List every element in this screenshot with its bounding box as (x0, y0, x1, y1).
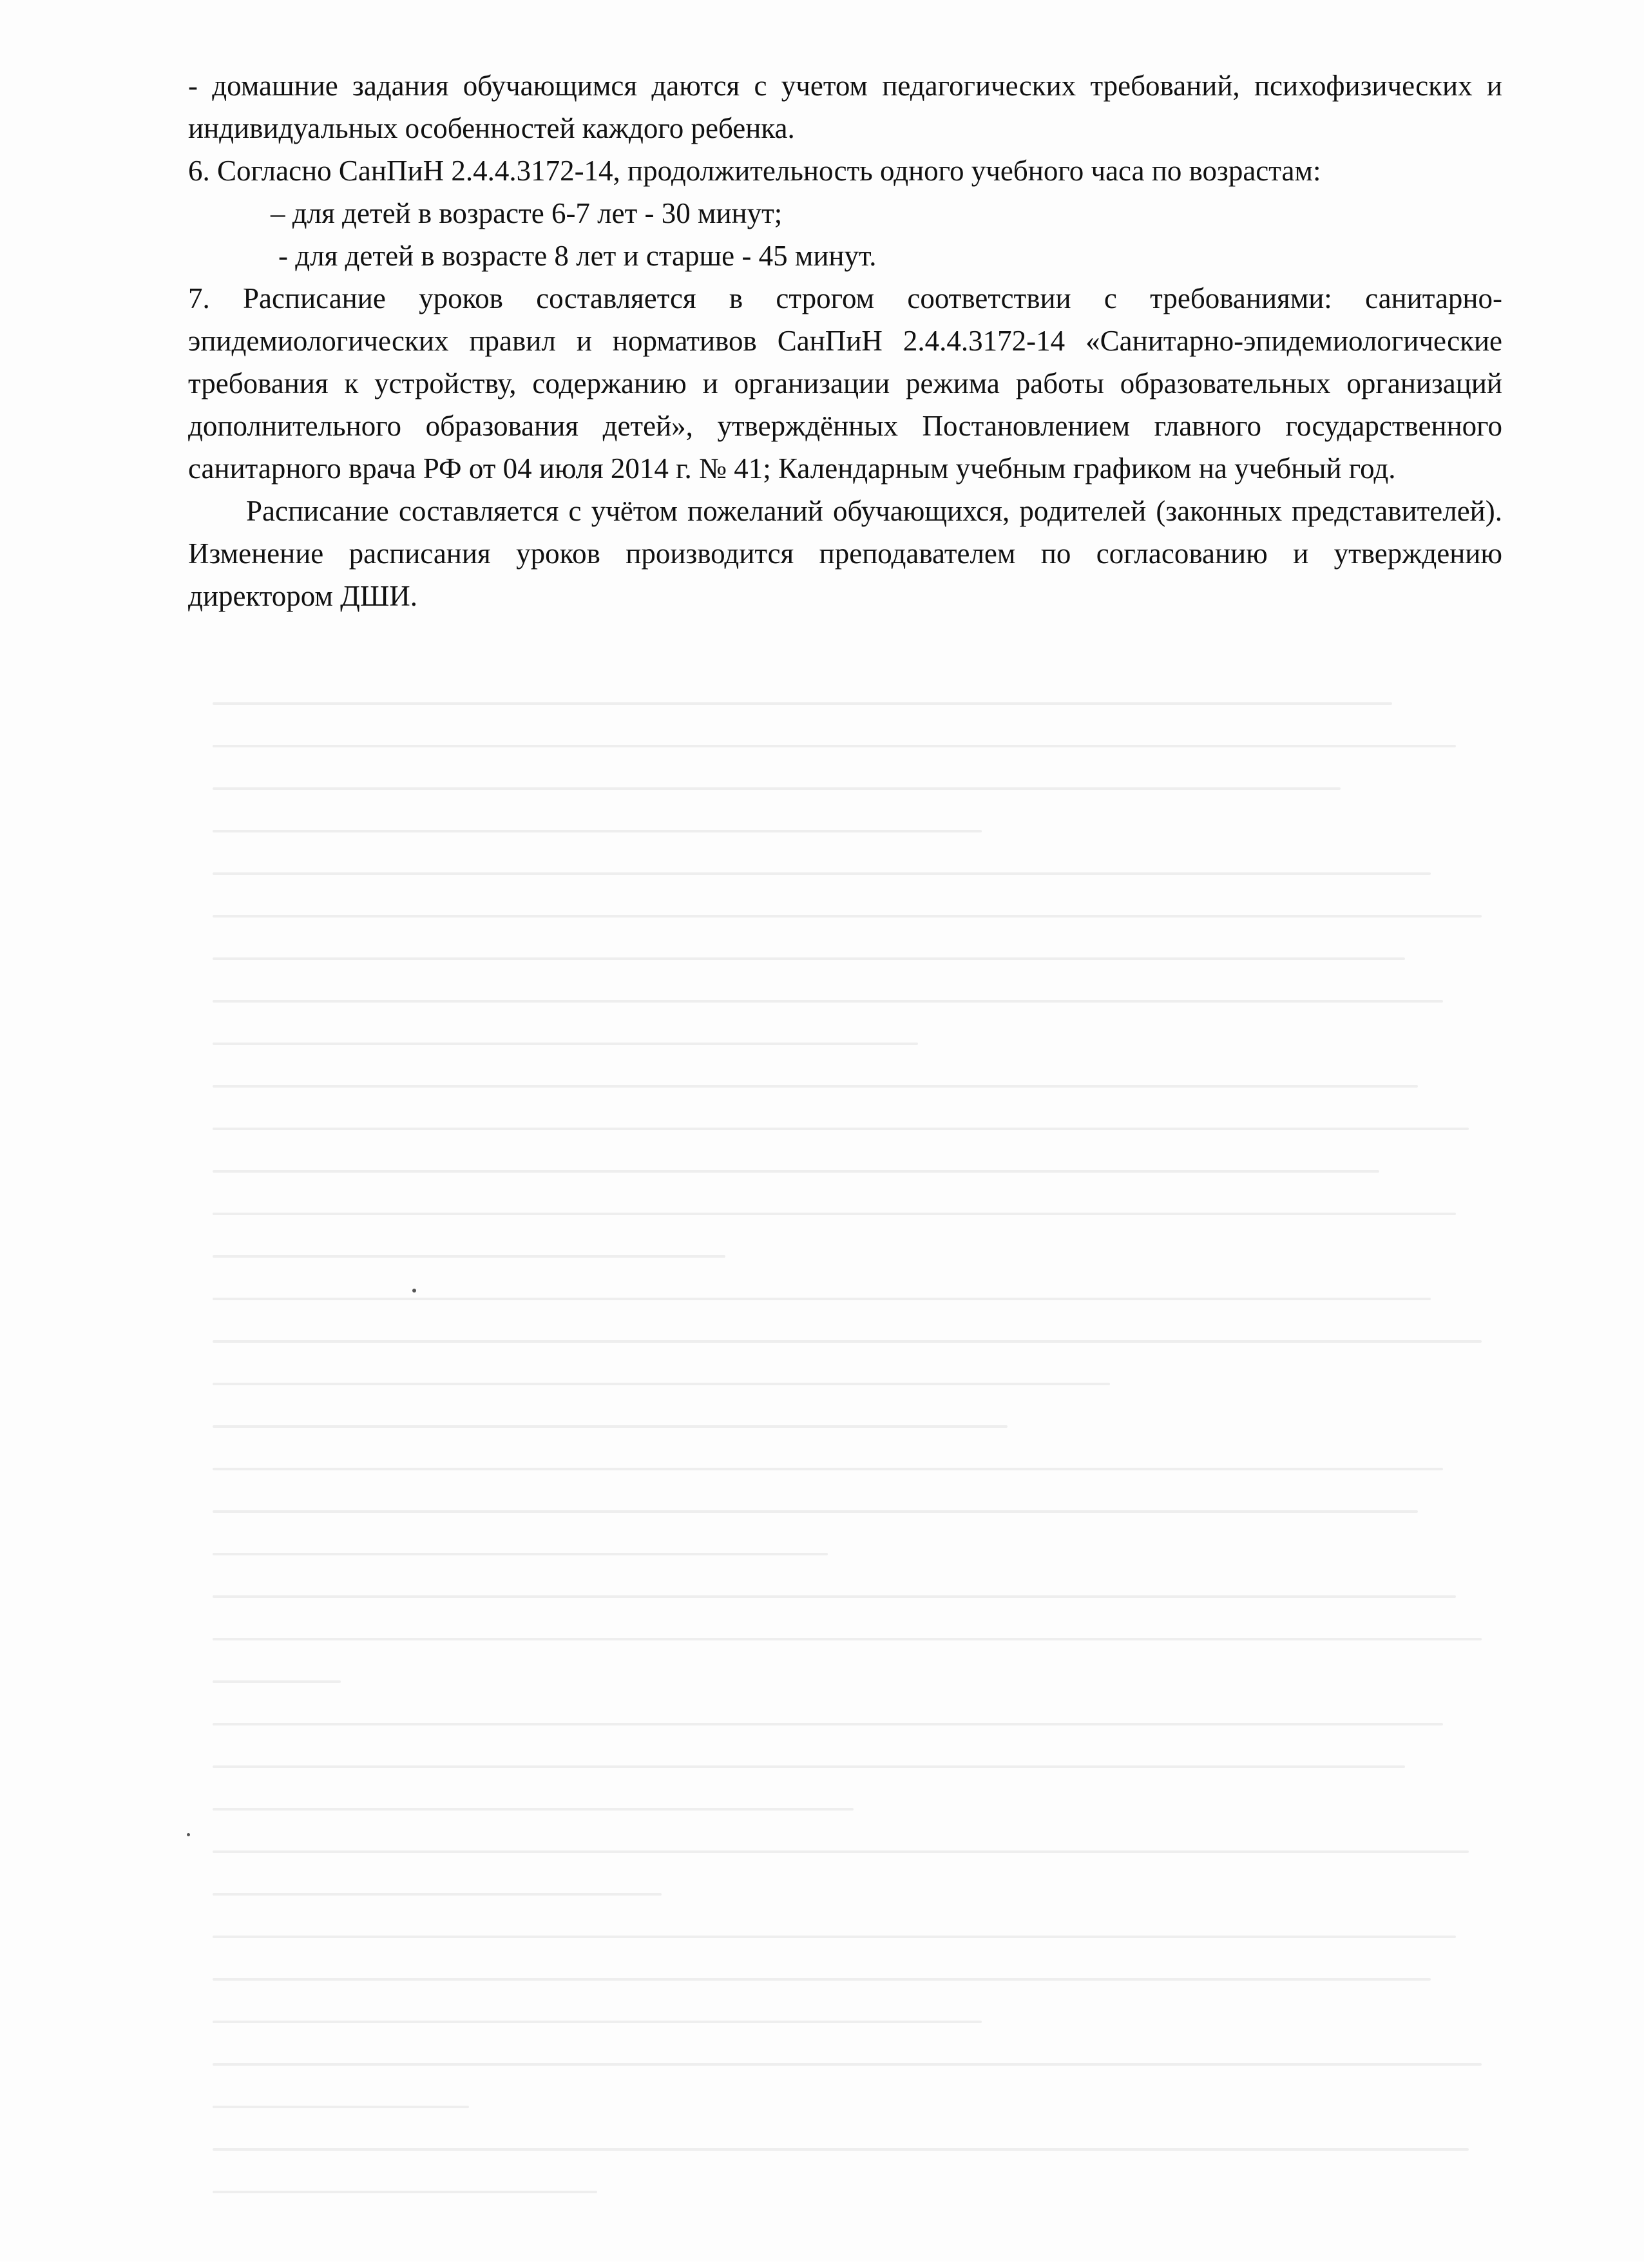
homework-paragraph: - домашние задания обучающимся даются с учетом педагогических требований, психофизических и индивидуальных особенностей каждого ребенка. (188, 70, 1502, 144)
schedule-note-paragraph: Расписание составляется с учётом пожеланий обучающихся, родителей (законных представителей). Изменение расписания уроков производится преподавателем по согласованию и утверждению директором ДШИ. (188, 495, 1502, 612)
item-6-age-8-plus: - для детей в возрасте 8 лет и старше - 45 минут. (278, 240, 877, 272)
reverse-side-show-through (213, 702, 1495, 2268)
item-6-intro: 6. Согласно СанПиН 2.4.4.3172-14, продолжительность одного учебного часа по возрастам: (188, 155, 1321, 187)
document-text (188, 64, 1502, 617)
item-6-age-6-7: – для детей в возрасте 6-7 лет - 30 минут; (271, 197, 783, 229)
scan-speck (187, 1833, 190, 1836)
scan-speck (412, 1289, 416, 1293)
item-7-paragraph: 7. Расписание уроков составляется в строгом соответствии с требованиями: санитарно-эпидемиологических правил и нормативов СанПиН 2.4.4.3172-14 «Санитарно-эпидемиологические требования к устройству, содержанию и организации режима работы образовательных организаций дополнительного образования детей», утверждённых Постановлением главного государственного санитарного врача РФ от 04 июля 2014 г. № 41; Календарным учебным графиком на учебный год. (188, 282, 1502, 485)
